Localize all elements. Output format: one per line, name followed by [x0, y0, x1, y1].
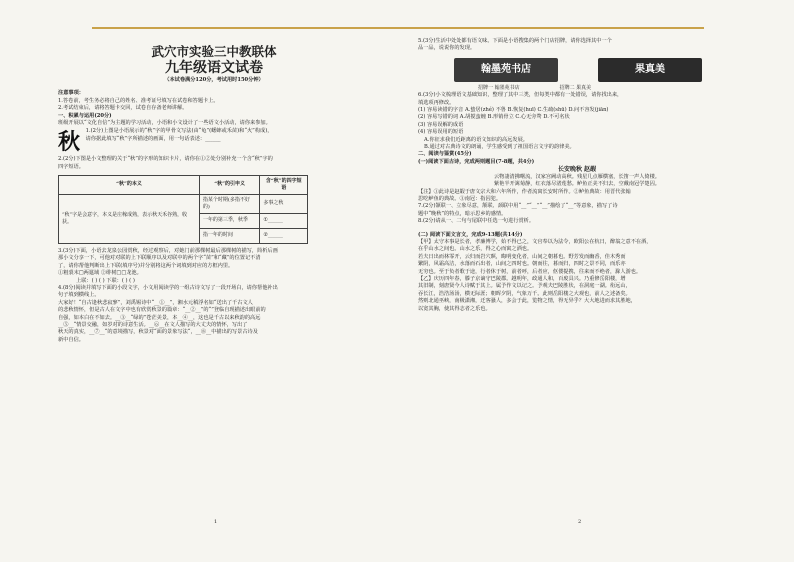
q6-text-2: 填选项再修改。 [418, 99, 455, 106]
q5-text-2: 品一品，说说你的发现。 [418, 45, 476, 52]
q4-passage-6: 新中自信。 [58, 336, 84, 343]
q6-row-2: (2) 容易写错的词 A.胡搅蛮缠 B.形销骨立 C.心无旁骛 D.不可名状 [418, 114, 570, 121]
passage-b-5: 以宽其胸，使其得志者之乐也。 [418, 305, 491, 312]
q3-answer-slots: 上联：( ) ( ) 下联：( ) ( ) [76, 277, 135, 284]
poem-note-2: 思吃鲈鱼的典故。③南冠：指囚犯。 [418, 195, 502, 202]
poem-note: 【注】①此诗是赵嘏于唐文宗大和六年所作，作者流寓长安时所作。②鲈鱼典故：用晋代张翰 [418, 188, 631, 195]
q4-passage-3: 自强，如本白在不如去。__③__“绿的”苍茫美景，本__④__，这也是千古以来秋韵的高远 [58, 314, 261, 321]
exam-title-line1: 武穴市实验三中教联体 [151, 44, 277, 59]
signboard-2: 果真美 [598, 58, 702, 82]
passage-b-2: 其旧制，刻唐贤今人诗赋于其上。属予作文以记之。予观夫巴陵胜状，在洞庭一湖。衔远山， [418, 283, 631, 290]
section-two-heading: 二、阅读与鉴赏(45分) [418, 151, 472, 158]
q7-text-2: 题中“晚秋”的特点，暗示思乡的感情。 [418, 210, 507, 217]
q7-text: 7.(2分)颔联一、立象尽意，颔联、颈联中用“__”“__”“__”描绘了“__”等意象，描写了诗 [418, 203, 618, 210]
passage-a-5: 无穷也。至于负者歌于途，行者休于树，前者呼，后者应，伛偻提携，往来而不绝者，滁人游也。 [418, 268, 642, 275]
exam-title-line2: 九年级语文试卷 [165, 60, 263, 76]
q6-row-1: (1) 容易读错的字音 A.蛰居(zhé) 不鲁 B.恢复(huī) C.生疏(shū) D.问不容发(jiān) [418, 107, 609, 114]
left-page [58, 38, 370, 344]
q4-passage-2: 的悲秋情怀，但是古人在文字中也有欣赏秋景的篇章：“__②__”的“”登临自现描述出眼前的 [58, 307, 266, 314]
table-cell-ext3: 指一年的时间 [199, 228, 260, 243]
table-header-1: “秋”的本义 [59, 176, 200, 195]
q8-text: 8.(2分)请从一、二句与尾联中任选一句进行赏析。 [418, 218, 535, 225]
part-one-heading: (一)阅读下面古诗，完成两则题目(7-8题，共4分) [418, 158, 535, 165]
part-two-heading: (二) 阅读下面文言文，完成9-13题(共14分) [418, 231, 523, 238]
top-rule [92, 27, 704, 29]
exam-subtitle: （本试卷满分120分，考试用时150分钟） [164, 77, 264, 83]
q6-row-4: (4) 容易误用的短语 [418, 129, 464, 136]
passage-a-3: 若夫日出而林霏开，云归而岩穴暝，晦明变化者，山间之朝暮也。野芳发而幽香，佳木秀而 [418, 253, 626, 260]
passage-b-1: 【乙】庆历四年春，滕子京谪守巴陵郡。越明年，政通人和，百废具兴。乃重修岳阳楼，增 [418, 275, 626, 282]
q2-text-2: 四字短语。 [58, 163, 84, 170]
poem-title: 长安晚秋 赵嘏 [557, 166, 597, 174]
q4-passage-5: 秋天的真实，__⑦__“的意境描写，秋景对“面的景象写法“，__⑧__中描出的写景古诗及 [58, 329, 258, 336]
passage-b-3: 吞长江，浩浩汤汤，横无际涯；朝晖夕阴，气象万千。此则岳阳楼之大观也，前人之述备矣。 [418, 290, 631, 297]
q1-text-2: 请你据此填写“秋”字所描述的画面，用一句话表述：______ [85, 135, 221, 142]
sec1-intro: 班级开展以“文化自信”为主题的学习活动，小语和小文设计了一些语文小活动，请你来参加。 [58, 120, 271, 127]
q3-text-2: 那小文分享一下，可他对对联的上下联顺序以及对联中的两个字“苗”和“藏”的位置记不清 [58, 255, 261, 262]
signboard-1: 翰墨苑书店 [454, 58, 558, 82]
notice-1: 1.答卷前，考生务必将自己的姓名、准考证号填写在试卷和答题卡上。 [58, 97, 219, 104]
q1-text: 1.(2分)上图是小语展示的“秋”字的甲骨文写法(由“龟”(蟋蟀或禾苗)和“火”构成)， [85, 128, 273, 135]
section-one-heading: 一、积累与运用(20分) [58, 112, 112, 119]
q4-text: 4.(8分)阅读并填写下面的小段文字，小文用阅读学的一组古诗文写了一段开场白，请你帮他补出 [58, 284, 278, 291]
autumn-table [58, 175, 308, 244]
q6-text: 6.(3分)小文梳理语文基础知识，整理了其中三类，但每类中都有一处错误，请你找出来， [418, 92, 623, 99]
table-cell-idiom2: ①______ [260, 213, 308, 228]
q4-passage-4: __⑤__“情景交融，如岁对的诗意生活。__⑥__在文人描写的大丈夫的情怀，写出了 [58, 321, 248, 328]
table-cell-ext1: 指某个时期(多指不好的) [199, 195, 260, 214]
q5-text: 5.(3分)生活中处处都有语文味。下面是小语搜集的两个门店招牌，请你选择其中一个 [418, 38, 612, 44]
notice-2: 2.考试结束后，请将答题卡交回，试卷自存备老师讲解。 [58, 105, 188, 112]
seal-calligraphy: 秋 [58, 129, 81, 156]
table-cell-idiom1: 多事之秋 [260, 195, 308, 214]
passage-a-2: 在乎山水之间也。山水之乐，得之心而寓之酒也。 [418, 246, 533, 253]
q4-passage-1: 大家好！“自古逢秋悲寂寥”，刘禹锡诗中“__①__”，湘水元稹浮名如“送出了千古文人 [58, 299, 253, 306]
table-header-3: 含“秋”的四字短语 [260, 176, 308, 195]
page-number-left: 1 [214, 519, 218, 525]
q3-text: 3.(3分)下面，小语去龙泉公园赏秋，经过观察后，对她门前那棵树最后那棵树的描写，简析后画 [58, 247, 278, 254]
passage-a-1: 【甲】太守本事是长者，孝廉博学，始不得已之，文官奉以为法令，欧阳公在杭日，醉翁之意不在酒， [418, 238, 652, 245]
table-cell-origin: “秋”字是会意字，本义是庄稼成熟，表示秋天禾谷熟，收获。 [59, 195, 200, 244]
passage-b-4: 然则北通巫峡，南极潇湘，迁客骚人，多会于此，览物之情，得无异乎？大大地进而求其胜地， [418, 298, 636, 305]
signboards [454, 58, 736, 82]
q3-options: ①粗裘末□两筵域 ②绯树□□龙池。 [58, 270, 142, 277]
q2-text: 2.(2分)下图是小文整理的关于“秋”的字形的知识卡片，请你在①②处分别补充一个含“秋”字的 [58, 156, 273, 163]
poem-line-2: 紫艳半开篱菊静，红衣落尽渚莲愁。鲈鱼正美不归去，空戴南冠学楚囚。 [493, 181, 660, 188]
q6-row-3: (3) 容易误解的成语 [418, 121, 464, 128]
table-cell-idiom3: ②______ [260, 228, 308, 243]
signboard-1-caption: 招牌一 翰墨苑书店 [478, 84, 520, 91]
q4-text-2: 句子填到横线上。 [58, 292, 100, 299]
table-header-2: “秋”的引申义 [199, 176, 260, 195]
q6-option-a: A.你征求我们近距离的语文知识的高远发展。 [424, 136, 528, 143]
table-cell-ext2: 一年的第三季，秋季 [199, 213, 260, 228]
poem-line: 云物凄清拂曙流，汉家宫阙动高秋。残星几点雁横塞，长笛一声人倚楼。 [493, 173, 660, 180]
q3-text-3: 了，请你帮他判断出上下联(填序号)并分别将这两个词填到对应的方框内里。 [58, 262, 234, 269]
signboard-2-caption: 招牌二 果真美 [559, 84, 592, 91]
page-number-right: 2 [578, 519, 582, 525]
notice-heading: 注意事项： [58, 90, 84, 97]
passage-a-4: 繁阴，风霜高洁，水落而石出者，山间之四时也。朝而往，暮而归，四时之景不同，而乐亦 [418, 261, 626, 268]
right-page [418, 38, 736, 313]
q6-option-b: B.通过对古典诗文的朗诵，学生感受到了祖国语言文字的韵律美。 [424, 144, 575, 151]
